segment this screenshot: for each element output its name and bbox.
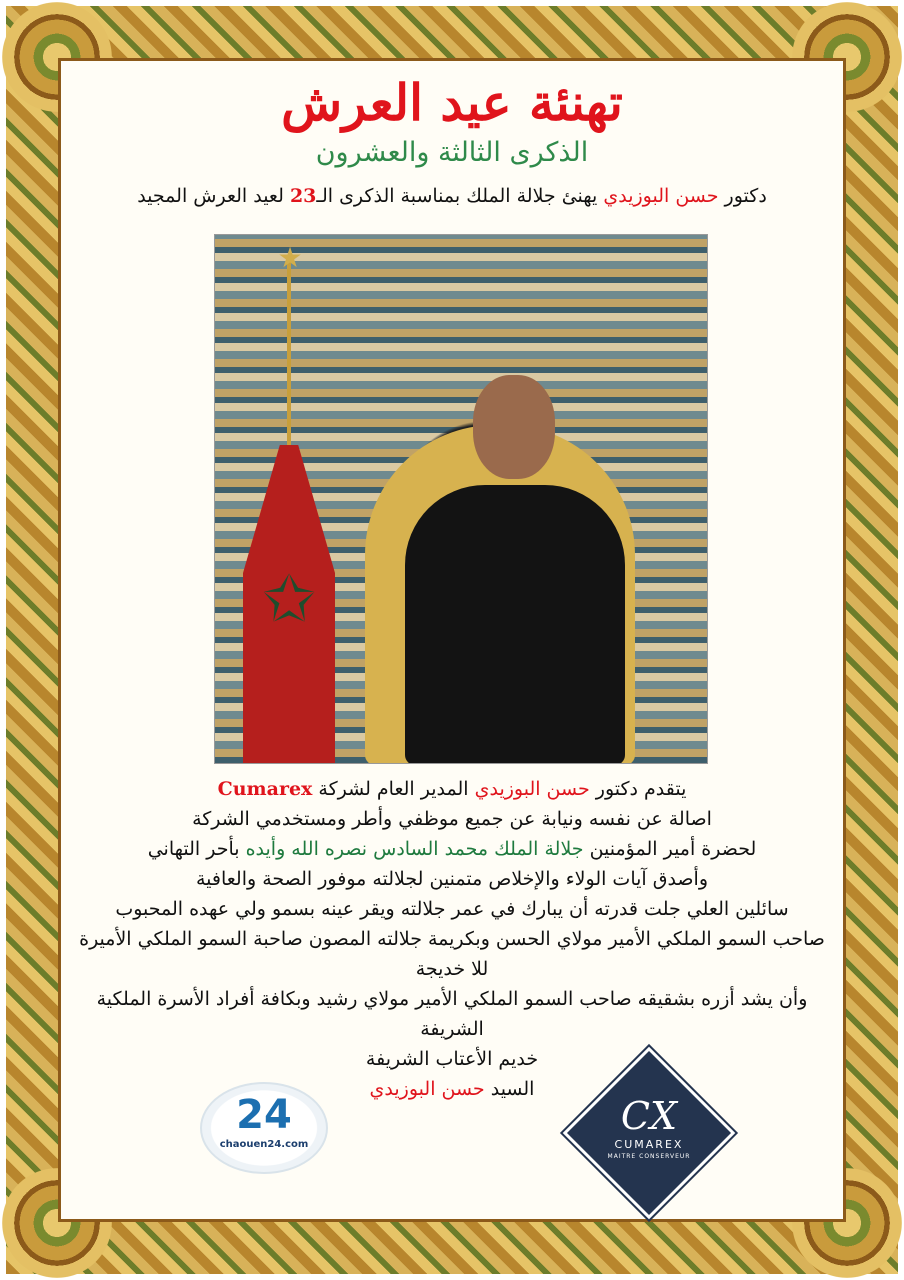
star-finial-icon: ★ <box>277 241 303 274</box>
congrats-number: 23 <box>289 185 317 207</box>
chaouen24-number: 24 <box>236 1092 292 1138</box>
message-line: اصالة عن نفسه ونيابة عن جميع موظفي وأطر ومستخدمي الشركة <box>192 808 712 830</box>
page-title: تهنئة عيد العرش <box>281 73 623 132</box>
cumarex-mark: CX <box>620 1094 678 1139</box>
royal-portrait <box>214 234 708 764</box>
message-line: سائلين العلي جلت قدرته أن يبارك في عمر جلالته ويقر عينه بسمو ولي عهده المحبوب <box>115 898 789 920</box>
page-subtitle: الذكرى الثالثة والعشرون <box>315 137 589 168</box>
message-line <box>70 834 834 864</box>
line1-prefix: يتقدم دكتور <box>595 778 687 800</box>
line1-company: Cumarex <box>217 778 313 800</box>
congratulation-line <box>70 184 834 208</box>
signature-name: حسن البوزيدي <box>369 1078 485 1100</box>
line3-king: جلالة الملك محمد السادس نصره الله وأيده <box>245 838 584 860</box>
congrats-prefix: دكتور <box>724 185 767 207</box>
chaouen24-logo <box>200 1082 328 1174</box>
cumarex-tagline: MAITRE CONSERVEUR <box>607 1153 691 1161</box>
portrait-figure <box>405 485 625 764</box>
message-line <box>70 774 834 804</box>
line1-middle: المدير العام لشركة <box>318 778 469 800</box>
flag-star-icon: ✩ <box>262 563 316 637</box>
congrats-middle: يهنئ جلالة الملك بمناسبة الذكرى الـ <box>316 185 598 207</box>
congrats-name: حسن البوزيدي <box>603 185 719 207</box>
message-line: خديم الأعتاب الشريفة <box>365 1048 539 1070</box>
line3-suffix: بأحر التهاني <box>147 838 240 860</box>
message-line: وأن يشد أزره بشقيقه صاحب السمو الملكي الأمير مولاي رشيد وبكافة أفراد الأسرة الملكية الشريفة <box>96 988 808 1040</box>
portrait-head <box>473 375 555 479</box>
message-line: وأصدق آيات الولاء والإخلاص متمنين لجلالته موفور الصحة والعافية <box>195 868 709 890</box>
message-line: صاحب السمو الملكي الأمير مولاي الحسن وبكريمة جلالته المصون صاحبة السمو الملكي الأميرة للا خديجة <box>79 928 825 980</box>
signature-prefix: السيد <box>490 1078 535 1100</box>
message-body <box>70 774 834 1104</box>
line3-prefix: لحضرة أمير المؤمنين <box>589 838 757 860</box>
header-section <box>70 70 834 208</box>
cumarex-name: CUMAREX <box>614 1138 684 1152</box>
line1-name: حسن البوزيدي <box>474 778 590 800</box>
congrats-suffix: لعيد العرش المجيد <box>137 185 284 207</box>
chaouen24-url: chaouen24.com <box>219 1139 309 1150</box>
signature <box>70 1074 834 1104</box>
